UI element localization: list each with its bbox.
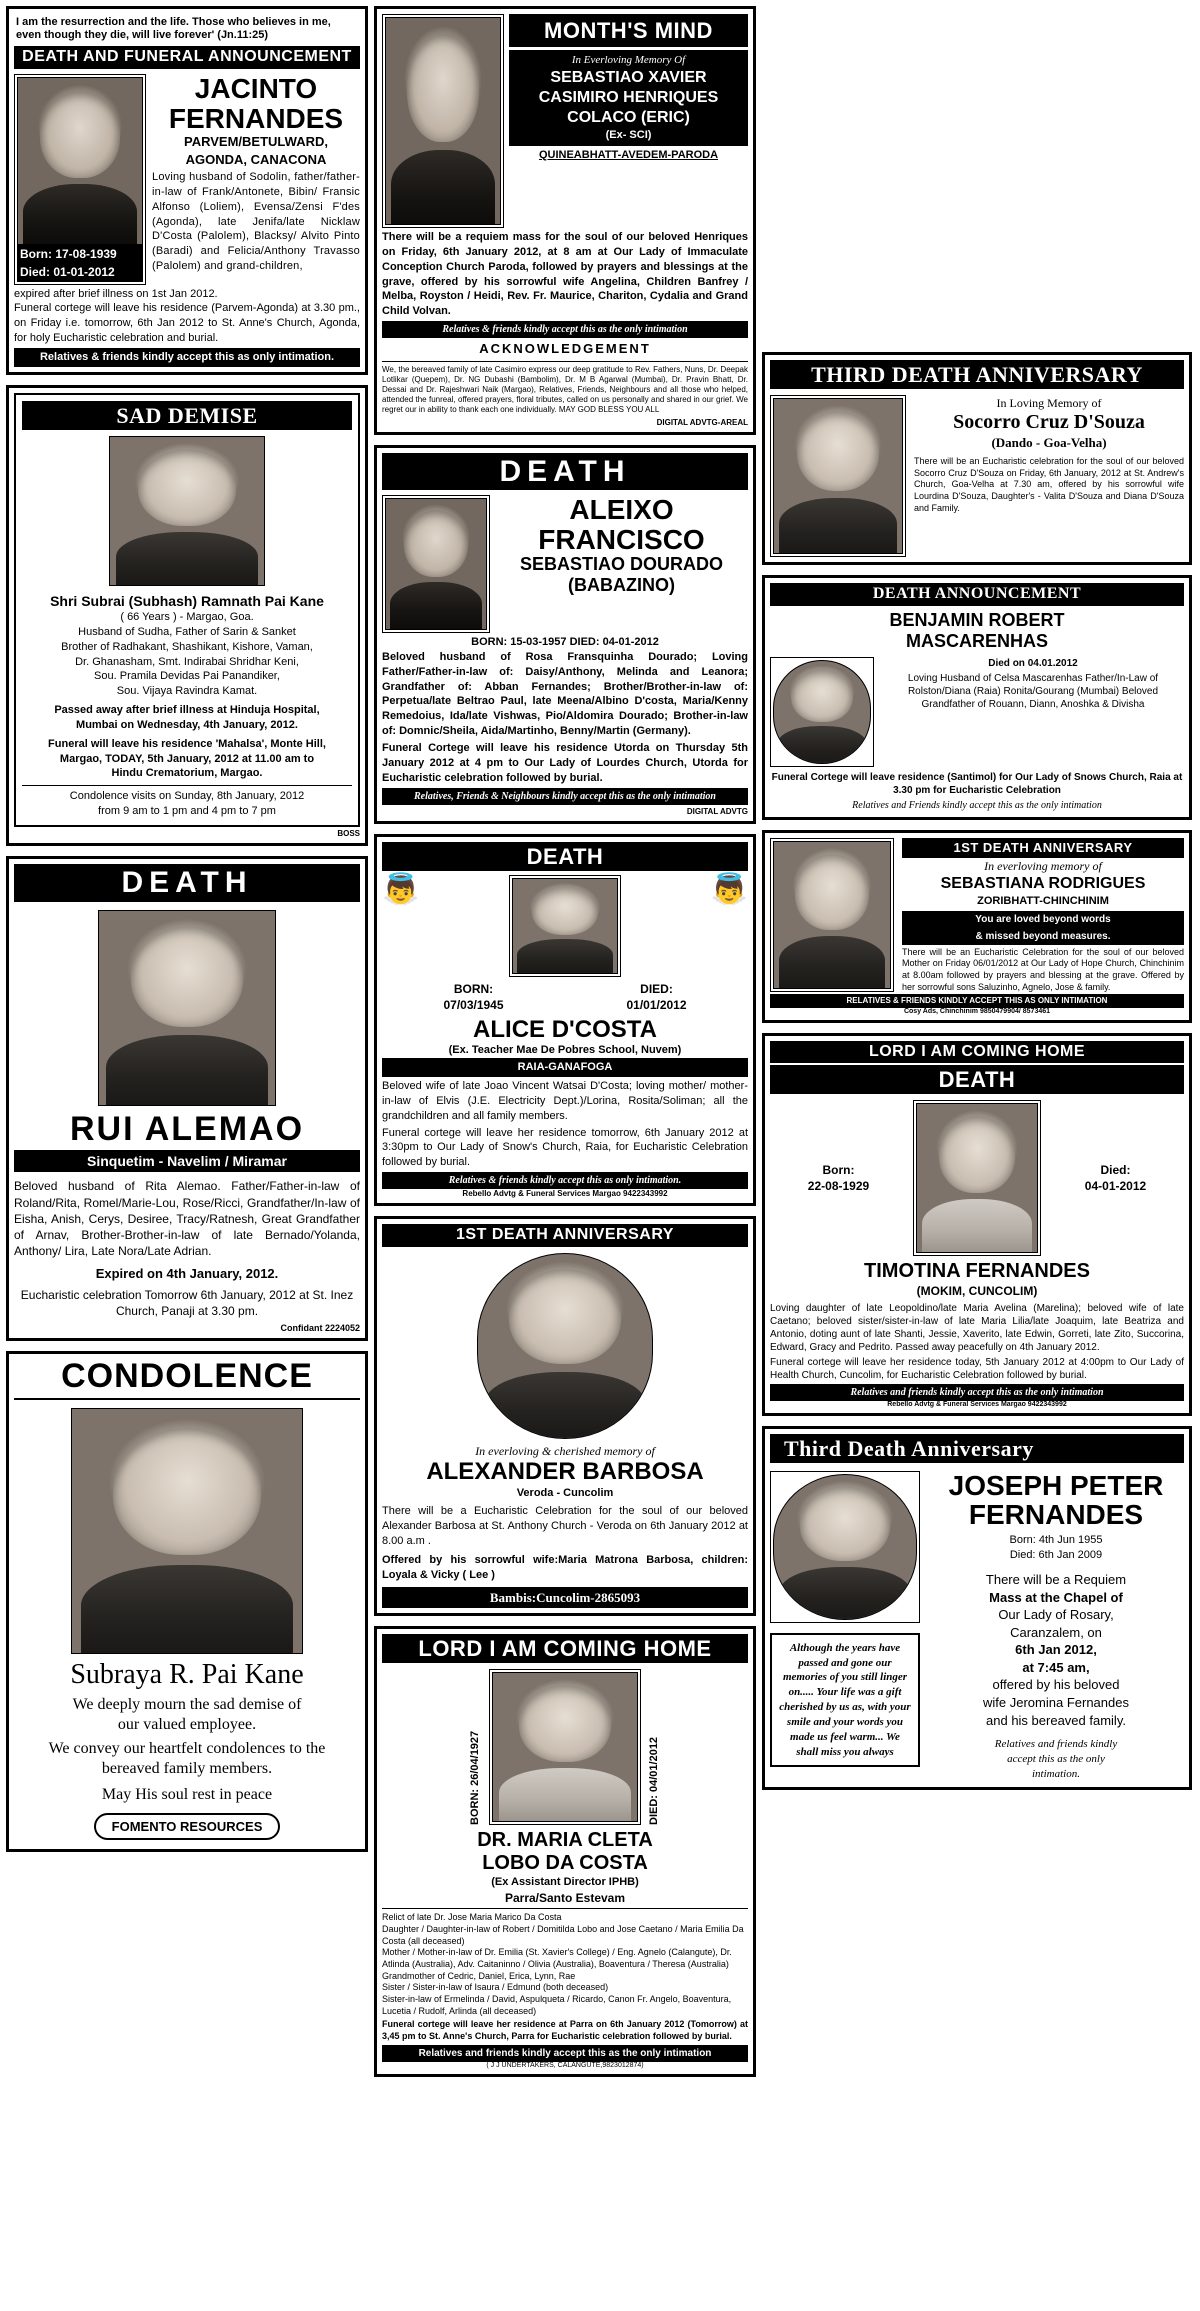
- deceased-name: Subraya R. Pai Kane: [70, 1658, 304, 1690]
- portrait-frame: [770, 838, 894, 992]
- born-date: 22-08-1929: [807, 1179, 870, 1194]
- obituary-body: There will be an Eucharistic Celebration for the soul of our beloved Mother on Friday 06/01/2012 at Our Lady of Hope Church, Chinchinim at 8.00am followed by prayers and blessing at the grave. Offered by her sorrowful sons Saluzinho, Agnelo, Jose & family.: [902, 946, 1184, 992]
- portrait-photo: [773, 841, 891, 989]
- deceased-place-line2: AGONDA, CANACONA: [185, 151, 327, 167]
- ad-credit: ( J J UNDERTAKERS, CALANGUTE,9823012874): [486, 2061, 644, 2069]
- banner-sad-demise: SAD DEMISE: [22, 401, 352, 430]
- angel-icon-right: 👼: [710, 872, 748, 906]
- portrait-photo: [17, 77, 143, 245]
- deceased-name-2: CASIMIRO HENRIQUES: [538, 88, 719, 106]
- portrait-frame: [382, 14, 504, 228]
- obituary-body: Loving Husband of Celsa Mascarenhas Father/In-Law of Rolston/Diana (Raia) Ronita/Gourang (Mumbai) Beloved Grandfather of Rouann, Diann, Anoshka & Divisha: [907, 673, 1159, 711]
- relation-line-3: Mother / Mother-in-law of Dr. Emilia (St. Xavier's College) / Eng. Agnelo (Calangute), Dr. Atlinda (Australia), Adv. Caitaninno / Olivia (Australia), Boaventura / Theresa (Australia): [382, 1947, 732, 1970]
- banner-months-mind: MONTH'S MIND: [509, 14, 748, 47]
- funeral-details: Funeral cortege will leave her residence at Parra on 6th January 2012 (Tomorrow) at 3,45 pm to St. Anne's Church, Parra for Eucharistic celebration followed by burial.: [382, 2019, 748, 2042]
- deceased-alias: (BABAZINO): [568, 575, 675, 596]
- deceased-name-1: JOSEPH PETER: [948, 1469, 1164, 1501]
- portrait-photo: [71, 1408, 303, 1654]
- condolence-line-5: May His soul rest in peace: [101, 1786, 273, 1804]
- funeral-details: Funeral cortege will leave her residence tomorrow, 6th January 2012 at 3:30pm to Our Lady of Snow's Church, Raia, for Eucharistic Celebration followed by burial.: [382, 1126, 748, 1169]
- deceased-place: (Dando - Goa-Velha): [991, 435, 1107, 451]
- ad-credit: Rebello Advtg & Funeral Services Margao 9422343992: [462, 1189, 668, 1199]
- funeral-details: Funeral Cortege will leave his residence Utorda on Thursday 5th January 2012 at 4 pm to Our Lady of Lourdes Church, Utorda for Eucharistic celebration followed by burial.: [382, 742, 748, 784]
- ad-credit: Confidant 2224052: [280, 1323, 360, 1334]
- body-line-1: There will be a Requiem: [985, 1572, 1127, 1588]
- portrait-frame: [382, 495, 490, 633]
- deceased-name-1: BENJAMIN ROBERT: [889, 609, 1065, 630]
- banner-condolence: CONDOLENCE: [61, 1357, 313, 1396]
- body-line-9: and his bereaved family.: [986, 1712, 1126, 1728]
- ad-credit: Bambis:Cuncolim-2865093: [382, 1587, 748, 1609]
- obituary-body: Loving daughter of late Leopoldino/late Maria Avelina (Marelina); beloved wife of late Caetano; beloved sister/sister-in-law of late Maria Lilia/late Joaquim, late Beatriza and Antonio, doting aunt of late Shanti, Jessie, Xaverito, late Edwin, Gorreti, late Zito, Succorina, Edward, Gracy and Pedrito. Passed away peacefully on 4th January 2012.: [770, 1302, 1184, 1353]
- column-left: [6, 6, 368, 1852]
- in-memory-label: In everloving memory of: [984, 858, 1102, 873]
- deceased-name-line1: JACINTO: [194, 73, 318, 105]
- age-place: ( 66 Years ) - Margao, Goa.: [120, 611, 254, 624]
- body-line-3: Our Lady of Rosary,: [998, 1607, 1114, 1623]
- banner-death-and-funeral: DEATH AND FUNERAL ANNOUNCEMENT: [14, 46, 360, 69]
- deceased-subtitle: (Ex. Teacher Mae De Pobres School, Nuvem): [448, 1044, 682, 1057]
- deceased-name-1: ALEIXO: [569, 494, 674, 526]
- died-label: Died: 01-01-2012: [17, 263, 143, 281]
- relation-line-5: Sister / Sister-in-law of Isaura / Edmund (both deceased): [382, 1982, 609, 1993]
- banner-lord-i-am-coming-home: LORD I AM COMING HOME: [770, 1041, 1184, 1064]
- column-right-spacer: [762, 6, 1192, 342]
- banner-third-death-anniversary: THIRD DEATH ANNIVERSARY: [770, 360, 1184, 389]
- ad-rui-alemao[interactable]: [6, 856, 368, 1341]
- banner-lord-i-am-coming-home: LORD I AM COMING HOME: [382, 1634, 748, 1663]
- died-date: 04-01-2012: [1084, 1179, 1147, 1194]
- portrait-photo: [512, 878, 618, 974]
- condolence-line-2: from 9 am to 1 pm and 4 pm to 7 pm: [98, 805, 276, 818]
- obituary-body: There will be a requiem mass for the soul of our beloved Henriques on Friday, 6th January 2012, at 8 am at Our Lady of Immaculate Conception Church Paroda, followed by prayers and blessings at the grave, offered by his sorrowful wife Angelina, Children Banfrey / Melba, Royston / Heidi, Rev. Fr. Maurice, Chariton, Cydalia and Grand Child Volvan.: [382, 231, 748, 318]
- ad-sebastiana-rodrigues[interactable]: [762, 830, 1192, 1022]
- divider: [22, 785, 352, 786]
- banner-first-death-anniversary: 1ST DEATH ANNIVERSARY: [382, 1224, 748, 1247]
- intimation-text: Relatives and Friends kindly accept this as the only intimation: [852, 800, 1102, 812]
- deceased-place: RAIA-GANAFOGA: [382, 1058, 748, 1077]
- ad-benjamin-mascarenhas[interactable]: [762, 575, 1192, 820]
- portrait-frame: [14, 74, 146, 284]
- deceased-name: RUI ALEMAO: [69, 1109, 305, 1148]
- portrait-photo: [109, 436, 265, 586]
- died-label: DIED: 04/01/2012: [648, 1737, 660, 1826]
- deceased-place: Veroda - Cuncolim: [516, 1486, 614, 1499]
- relation-line-1: Relict of late Dr. Jose Maria Marico Da Costa: [382, 1912, 562, 1923]
- scripture-text: I am the resurrection and the life. Those who believes in me, even though they die, will live forever' (Jn.11:25): [16, 16, 331, 42]
- deceased-place: (MOKIM, CUNCOLIM): [916, 1284, 1038, 1299]
- deceased-name-1: SEBASTIAO XAVIER: [550, 68, 707, 86]
- acknowledgement-title: ACKNOWLEDGEMENT: [479, 341, 651, 357]
- column-right: [762, 6, 1192, 1790]
- in-memory-label: In Loving Memory of: [996, 396, 1102, 411]
- born-date: Born: 4th Jun 1955: [1009, 1534, 1103, 1547]
- banner-first-death-anniversary: 1ST DEATH ANNIVERSARY: [902, 838, 1184, 858]
- condolence-line-1: Condolence visits on Sunday, 8th January, 2012: [69, 790, 305, 803]
- deceased-subtitle: (Ex Assistant Director IPHB): [491, 1876, 639, 1889]
- ad-alexander-barbosa[interactable]: [374, 1216, 756, 1616]
- deceased-place-line1: PARVEM/BETULWARD,: [184, 133, 328, 149]
- body-line-6: at 7:45 am,: [1022, 1659, 1090, 1675]
- intimation-strip: Relatives and friends kindly accept this as the only intimation: [382, 2045, 748, 2062]
- deceased-place: Sinquetim - Navelim / Miramar: [14, 1150, 360, 1172]
- tagline-1: You are loved beyond words: [902, 911, 1184, 928]
- born-died-line: BORN: 15-03-1957 DIED: 04-01-2012: [471, 636, 659, 649]
- relation-line-2: Brother of Radhakant, Shashikant, Kishore, Vaman,: [61, 640, 313, 653]
- intimation-strip: Relatives & friends kindly accept this as the only intimation: [382, 321, 748, 338]
- deceased-name-3: SEBASTIAO DOURADO: [519, 553, 723, 574]
- deceased-name: Socorro Cruz D'Souza: [953, 411, 1145, 434]
- divider: [382, 361, 748, 362]
- intimation-strip: Relatives & friends kindly accept this as only intimation.: [14, 348, 360, 367]
- banner-death-announcement: DEATH ANNOUNCEMENT: [770, 583, 1184, 606]
- ad-subrai-pai-kane[interactable]: [6, 385, 368, 846]
- portrait-frame: [509, 875, 621, 977]
- angel-icon-left: 👼: [382, 872, 420, 906]
- born-date: 07/03/1945: [443, 997, 504, 1012]
- body-line-4: Caranzalem, on: [1010, 1624, 1102, 1640]
- ad-timotina-fernandes[interactable]: [762, 1033, 1192, 1416]
- deceased-name-1: DR. MARIA CLETA: [477, 1829, 653, 1852]
- deceased-name-2: MASCARENHAS: [905, 631, 1048, 652]
- died-label: DIED:: [640, 981, 673, 996]
- column-middle: [374, 6, 756, 2077]
- ad-aleixo-dourado[interactable]: [374, 445, 756, 824]
- portrait-photo: [773, 398, 903, 554]
- ad-credit: Rebello Advtg & Funeral Services Margao 9422343992: [887, 1400, 1067, 1408]
- deceased-name: TIMOTINA FERNANDES: [864, 1260, 1090, 1283]
- condolence-line-3: We convey our heartfelt condolences to the: [48, 1740, 326, 1758]
- expired-date: Expired on 4th January, 2012.: [95, 1266, 279, 1282]
- passed-line-1: Passed away after brief illness at Hinduja Hospital,: [54, 704, 320, 717]
- divider: [382, 1908, 748, 1909]
- portrait-photo: [98, 910, 276, 1106]
- funeral-line-2: Margao, TODAY, 5th January, 2012 at 11.00 am to: [59, 752, 315, 765]
- born-label: BORN:: [453, 981, 494, 996]
- banner-death: DEATH: [382, 453, 748, 491]
- relation-line-5: Sou. Vijaya Ravindra Kamat.: [116, 685, 258, 698]
- portrait-frame: [770, 657, 874, 767]
- intimation-strip: RELATIVES & FRIENDS KINDLY ACCEPT THIS AS ONLY INTIMATION: [770, 994, 1184, 1008]
- deceased-name-2: FERNANDES: [968, 1499, 1144, 1531]
- in-memory-label: In Everloving Memory Of: [571, 54, 686, 67]
- memorial-poem: Although the years have passed and gone our memories of you still linger on..... Your life was a gift cherished by us as, with your smile and your words you made us feel warm... We shall miss you always: [779, 1641, 911, 1758]
- deceased-name: SEBASTIANA RODRIGUES: [940, 874, 1146, 892]
- intimation-strip: Relatives & friends kindly accept this as only intimation.: [382, 1172, 748, 1189]
- deceased-name-line2: FERNANDES: [168, 102, 344, 134]
- relation-line-6: Sister-in-law of Ermelinda / David, Aspulqueta / Ricardo, Canon Fr. Angelo, Boaventura, Lucetia / Rudolf, Arlinda (all deceased): [382, 1994, 732, 2016]
- born-label: Born:: [822, 1163, 855, 1178]
- obituary-body: Loving husband of Sodolin, father/father-in-law of Frank/Antonete, Bibin/ Fransic Alfonso (Loliem), Evensa/Zensi F'des (Agonda), late Jenifa/late Nicklaw D'Costa (Palolem), Blacksy/ Alvito Pinto (Baradi) and Felicia/Anthony Travasso (Palolem) and grand-children,: [152, 171, 360, 273]
- deceased-name-3: COLACO (ERIC): [567, 108, 690, 126]
- body-line-8: wife Jeromina Fernandes: [983, 1694, 1129, 1710]
- died-date: 01/01/2012: [626, 997, 687, 1012]
- acknowledgement-body: We, the bereaved family of late Casimiro express our deep gratitude to Rev. Fathers, Nuns, Dr. Deepak Lotlikar (Quepem), Dr. NG Dubashi (Bambolim), Dr. M B Agarwal (Mumbai), Dr. Pravin Bhatt, Dr. Dessai and Dr. Rajeshwari Naik (Margao), Relatives, Friends, Neighbours and all those who helped, attended the funreal, offered prayers, floral tributes, called on us personally and shared in our grief. We regret our in ability to thank each one individually. MAY GOD BLESS YOU ALL: [382, 364, 748, 414]
- obituary-body-3: Funeral cortege will leave his residence (Parvem-Agonda) at 3.30 pm., on Friday i.e. tomorrow, 6th Jan 2012 to St. Anne's Church, Agonda, for holy Eucharistic celebration and burial.: [14, 302, 360, 345]
- page-columns: [6, 6, 1194, 2077]
- obituary-body: Beloved wife of late Joao Vincent Watsai D'Costa; loving mother/ mother-in-law of Elvis (J.E. Electricity Dept.)/Lorina, Rosita/Soliman; all the grandchildren and all family members.: [382, 1080, 748, 1122]
- ad-socorro-cruz-dsouza[interactable]: [762, 352, 1192, 565]
- died-date: Died on 04.01.2012: [988, 658, 1078, 670]
- condolence-line-2: our valued employee.: [117, 1716, 257, 1734]
- intimation-line-1: Relatives and friends kindly: [994, 1738, 1118, 1751]
- portrait-frame: [913, 1100, 1041, 1256]
- ex-sci-label: (Ex- SCI): [605, 128, 652, 141]
- portrait-photo: [385, 498, 487, 630]
- died-label: Died:: [1100, 1163, 1131, 1178]
- deceased-place: Parra/Santo Estevam: [504, 1891, 626, 1906]
- offered-by: Offered by his sorrowful wife:Maria Matrona Barbosa, children: Loyala & Vicky ( Lee ): [382, 1553, 748, 1581]
- relation-line-4: Grandmother of Cedric, Daniel, Erica, Lynn, Rae: [382, 1970, 576, 1981]
- portrait-frame: [770, 1471, 920, 1623]
- deceased-name-2: LOBO DA COSTA: [482, 1852, 648, 1875]
- ad-credit: DIGITAL ADVTG-AREAL: [656, 417, 748, 427]
- portrait-photo: [477, 1253, 653, 1439]
- relation-line-3: Dr. Ghanasham, Smt. Indirabai Shridhar Keni,: [75, 655, 299, 668]
- intimation-line-2: accept this as the only: [1007, 1752, 1105, 1765]
- portrait-photo: [385, 17, 501, 225]
- relation-line-2: Daughter / Daughter-in-law of Robert / Domitilda Lobo and Jose Caetano / Maria Emilia Da Costa (all deceased): [382, 1923, 744, 1946]
- service-details: Eucharistic celebration Tomorrow 6th January, 2012 at St. Inez Church, Panaji at 3.30 pm.: [20, 1287, 354, 1319]
- ad-alice-dcosta[interactable]: [374, 834, 756, 1207]
- portrait-photo: [492, 1672, 638, 1822]
- body-line-2: Mass at the Chapel of: [989, 1589, 1123, 1605]
- banner-death: DEATH: [14, 864, 360, 902]
- relation-line-1: Husband of Sudha, Father of Sarin & Sanket: [78, 625, 296, 638]
- divider: [14, 1398, 360, 1400]
- ad-joseph-peter-fernandes[interactable]: [762, 1426, 1192, 1790]
- deceased-name: Shri Subrai (Subhash) Ramnath Pai Kane: [50, 592, 324, 609]
- deceased-name: ALICE D'COSTA: [473, 1016, 657, 1044]
- body-line-5: 6th Jan 2012,: [1015, 1642, 1097, 1658]
- ad-maria-cleta-lobo-da-costa[interactable]: [374, 1626, 756, 2077]
- deceased-name: ALEXANDER BARBOSA: [426, 1458, 704, 1486]
- funeral-line-1: Funeral will leave his residence 'Mahalsa', Monte Hill,: [48, 737, 326, 750]
- obituary-body-2: expired after brief illness on 1st Jan 2012.: [14, 287, 218, 300]
- obituary-body: There will be a Eucharistic Celebration for the soul of our beloved Alexander Barbosa at St. Anthony Church - Veroda on 6th January 2012 at 8.00 a.m .: [382, 1505, 748, 1548]
- obituary-body: Beloved husband of Rita Alemao. Father/Father-in-law of Roland/Rita, Romel/Marie-Lou, Rose/Ricci, Grandfather/In-law of Eisha, Anish, Cerys, Desiree, Tracy/Ratnesh, Great Grandfather of Arnav, Brother-Brother-in-law of late Bernado/Yolanda, Anthony/ Lira, Late Nora/Late Adrian.: [14, 1179, 360, 1259]
- funeral-details: Funeral cortege will leave her residence today, 5th January 2012 at 4:00pm to Our Lady of Health Church, Cuncolim, for Eucharistic Celebration followed by burial.: [770, 1356, 1184, 1381]
- passed-line-2: Mumbai on Wednesday, 4th January, 2012.: [76, 718, 298, 731]
- funeral-line-3: Hindu Crematorium, Margao.: [111, 767, 263, 780]
- obituary-body: Beloved husband of Rosa Fransquinha Dourado; Loving Father/Father-in-law of: Daisy/Anthony, Melinda and Leanora; Grandfather of: Abban Fernandes; Brother/Brother-in-law of: Perpetua/late Beltrao Paul, late Meena/Albino D'costa, Maria/Kenny Remedoius, Ida/late Vishwas, Pio/Aldomira Dourado; Brother-in-law of: Domnic/Sheila, Aida/Martinho, Benny/Martin (Germany).: [382, 650, 748, 738]
- died-date: Died: 6th Jan 2009: [1009, 1549, 1103, 1562]
- portrait-frame: [770, 395, 906, 557]
- deceased-place: QUINEABHATT-AVEDEM-PARODA: [538, 148, 719, 161]
- funeral-details: Funeral Cortege will leave residence (Santimol) for Our Lady of Snows Church, Raia at 3.30 pm for Eucharistic Celebration: [771, 772, 1183, 797]
- body-line-7: offered by his beloved: [992, 1677, 1120, 1693]
- deceased-place: ZORIBHATT-CHINCHINIM: [977, 894, 1109, 907]
- portrait-photo: [773, 1474, 917, 1620]
- ad-credit: Cosy Ads, Chinchinim 9850479904/ 8573461: [903, 1007, 1051, 1015]
- intimation-strip: Relatives, Friends & Neighbours kindly accept this as the only intimation: [382, 788, 748, 805]
- banner-third-death-anniversary: Third Death Anniversary: [770, 1434, 1184, 1463]
- deceased-name-2: FRANCISCO: [538, 523, 705, 555]
- tagline-2: & missed beyond measures.: [902, 928, 1184, 945]
- portrait-photo: [916, 1103, 1038, 1253]
- banner-death: DEATH: [382, 842, 748, 871]
- ad-credit: DIGITAL ADVTG: [686, 806, 748, 816]
- intimation-line-3: intimation.: [1032, 1767, 1080, 1780]
- in-memory-label: In everloving & cherished memory of: [475, 1443, 655, 1458]
- born-label: BORN: 26/04/1927: [469, 1731, 482, 1826]
- ad-credit: BOSS: [337, 829, 360, 839]
- portrait-photo: [773, 660, 871, 764]
- relation-line-4: Sou. Pramila Devidas Pai Panandiker,: [94, 670, 280, 683]
- obituary-body: There will be an Eucharistic celebration for the soul of our beloved Socorro Cruz D'Souza on Friday, 6th January, 2012 at St. Andrew's Church, Goa-Velha at 7.30 am, offered by his sorrowful wife Lourdina D'Souza, Daughter's - Valita D'Souza and Diana D'Souza and Family.: [914, 455, 1184, 513]
- banner-death: DEATH: [770, 1065, 1184, 1094]
- portrait-frame: [489, 1669, 641, 1825]
- ad-condolence-fomento[interactable]: [6, 1351, 368, 1852]
- condolence-line-4: bereaved family members.: [101, 1760, 273, 1778]
- fomento-logo: FOMENTO RESOURCES: [94, 1813, 281, 1840]
- ad-jacinto-fernandes[interactable]: [6, 6, 368, 375]
- intimation-strip: Relatives and friends kindly accept this as the only intimation: [770, 1384, 1184, 1401]
- ad-sebastiao-colaco[interactable]: [374, 6, 756, 435]
- born-label: Born: 17-08-1939: [17, 245, 143, 263]
- condolence-line-1: We deeply mourn the sad demise of: [72, 1696, 302, 1714]
